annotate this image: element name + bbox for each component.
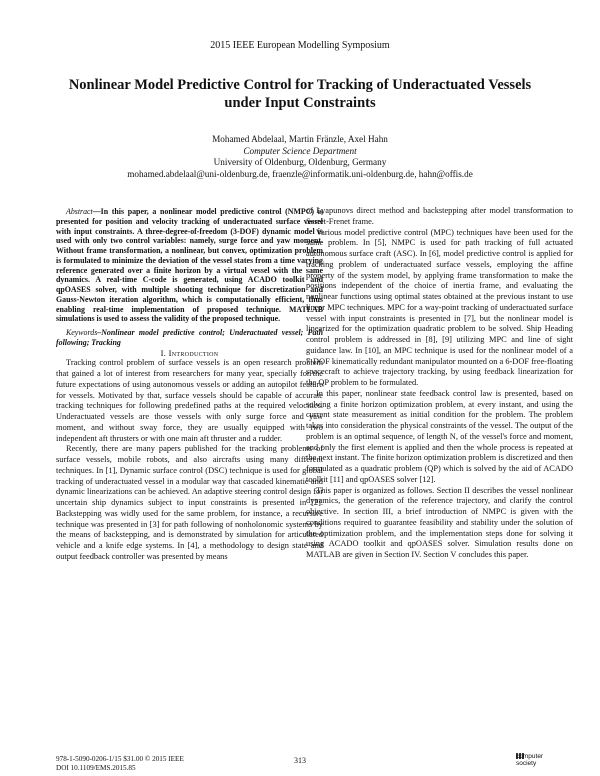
section-heading: I. Introduction — [160, 347, 219, 358]
footer-isbn: 978-1-5090-0206-1/15 $31.00 © 2015 IEEE — [56, 755, 184, 763]
author-block — [0, 134, 600, 180]
right-column — [306, 206, 573, 561]
body-paragraph: Tracking control problem of surface vessels is an open research problem that gained a lot of interest from researchers for many year, specially for the future expectations of using autonomous vessels or adding an autopilot feature for vessels. Motivated by that, surface vessels should be capable of accurate tracking techniques for following predefined paths at the required velocities. Underactuated vessels are those vessels with only surge force and yaw moment, and without sway force, they are usually equipped with two independent aft thrusters or with one main aft thruster and a rudder. — [56, 358, 323, 443]
page-number: 313 — [294, 756, 306, 765]
body-paragraph: In this paper, nonlinear state feedback control law is presented, based on solving a finite horizon optimization problem, at every instant, and using the current state measurement as initial condition for the problem. The problem takes into consideration the physical constraints of the vessel. The output of the problem is an optimal sequence, of length N, of the vessel's force and moment, and only the first element is applied and then the whole process is repeated at the next instant. The finite horizon optimization problem is discretized and then formulated as a quadratic problem (QP) which is solved by the aid of ACADO toolkit [11] and qpOASES solver [12]. — [306, 388, 573, 484]
keywords-text: –Nonlinear model predictive control; Underactuated vessel; Path following; Tracking — [56, 328, 323, 347]
logo-text-2: society — [516, 759, 537, 767]
computer-society-logo — [508, 746, 548, 772]
conference-header: 2015 IEEE European Modelling Symposium — [210, 40, 390, 51]
body-paragraph: This paper is organized as follows. Section II describes the vessel nonlinear dynamics, the generation of the reference trajectory, and clarify the control objective. In section III, a brief introduction of NMPC is given with the conditions required to guarantee feasibility and stability under the solution of the optimization problem, and the implementation steps done for solving it using ACADO toolkit and qpOASES solver. Simulation results done on MATLAB are given in Section IV. Section V concludes this paper. — [306, 485, 573, 559]
author-department: Computer Science Department — [243, 145, 357, 156]
title-line-1: Nonlinear Model Predictive Control for Tracking of Underactuated Vessels — [68, 77, 532, 93]
left-column — [56, 207, 323, 563]
abstract-lead: Abstract — [66, 207, 93, 216]
keywords-lead: Keywords — [66, 328, 98, 337]
logo-text-1: computer — [516, 753, 544, 760]
title-line-2: under Input Constraints — [224, 95, 376, 111]
author-names: Mohamed Abdelaal, Martin Fränzle, Axel Hahn — [212, 134, 388, 144]
abstract — [56, 207, 323, 324]
body-paragraph: Various model predictive control (MPC) techniques have been used for the same problem. In [5], NMPC is used for path tracking of full actuated autonomous surface craft (ASC). In [6], model predictive control is applied for tracking problem of underactuated surface vessels, employing the affine property of the system model, by applying frame transformation to make the positions independent of the choice of inertia frame, and evaluating the nonlinear functions using optimal states obtained at the previous instant to use linear MPC techniques. MPC for a way-point tracking of underactuated surface vessel with input constraints is presented in [7], but the nonlinear model is linearized for the optimization quadratic problem to be solved. Ship Heading control problem is addressed in [8], [9] utilizing MPC and line of sight guidance law. In [10], an MPC technique is used for the nonlinear model of a 7-DOF kinematically redundant manipulator mounted on a 6-DOF free-floating spacecraft to achieve trajectory tracking, by using feedback linearization for the QP problem to be formulated. — [306, 227, 573, 387]
body-paragraph: Recently, there are many papers published for the tracking problems of surface vessels, mobile robots, and also aircrafts using many different techniques. In [1], Dynamic surface control (DSC) technique is used for global tracking of underactuated vessel in a modular way that cascaded kinematic and dynamic linearizations can be achieved. An adaptive steering control design for uncertain ship dynamics subject to input constraints is presented in [2]. Backstepping was widly used for the same problem, for instance, a recursive technique was presented in [3] for path following of nonholonomic systems by the means of backstepping, and is demonstrated by simulation for articulated vehicle and a knife edge systems. In [4], a methodology to design state and output feedback controller was presented by means — [56, 444, 323, 561]
author-emails: mohamed.abdelaal@uni-oldenburg.de, fraenzle@informatik.uni-oldenburg.de, hahn@offis.de — [127, 168, 473, 179]
body-paragraph: of Lyapunovs direct method and backstepping after model transformation to Serret-Frenet frame. — [306, 206, 573, 226]
logo-wordmark — [516, 754, 543, 767]
logo-mark-icon — [516, 746, 530, 752]
author-affiliation: University of Oldenburg, Oldenburg, Germany — [213, 157, 387, 167]
abstract-text: —In this paper, a nonlinear model predictive control (NMPC) is presented for position and velocity tracking of underactuated surface vessel with input constraints. A three-degree-of-freedom (3-DOF) dynamic model is used with only two control variables: namely, surge force and yaw moment. Without frame transformation, a nonlinear, but convex, optimization problem is formulated to minimize the deviation of the vessel states from a time varying reference generated over a finite horizon by a virtual vessel with the same dynamics. A real-time C-code is generated, using ACADO toolkit and qpOASES solver, with multiple shooting technique for discretization and Gauss-Newton iteration algorithm, which is computationally efficient, thus enabling real-time implementation of proposed technique. MATLAB simulations is used to assess the validity of the proposed technique. — [56, 207, 323, 324]
keywords — [56, 328, 323, 348]
footer-doi: DOI 10.1109/EMS.2015.85 — [56, 764, 136, 772]
paper-title — [60, 76, 540, 112]
